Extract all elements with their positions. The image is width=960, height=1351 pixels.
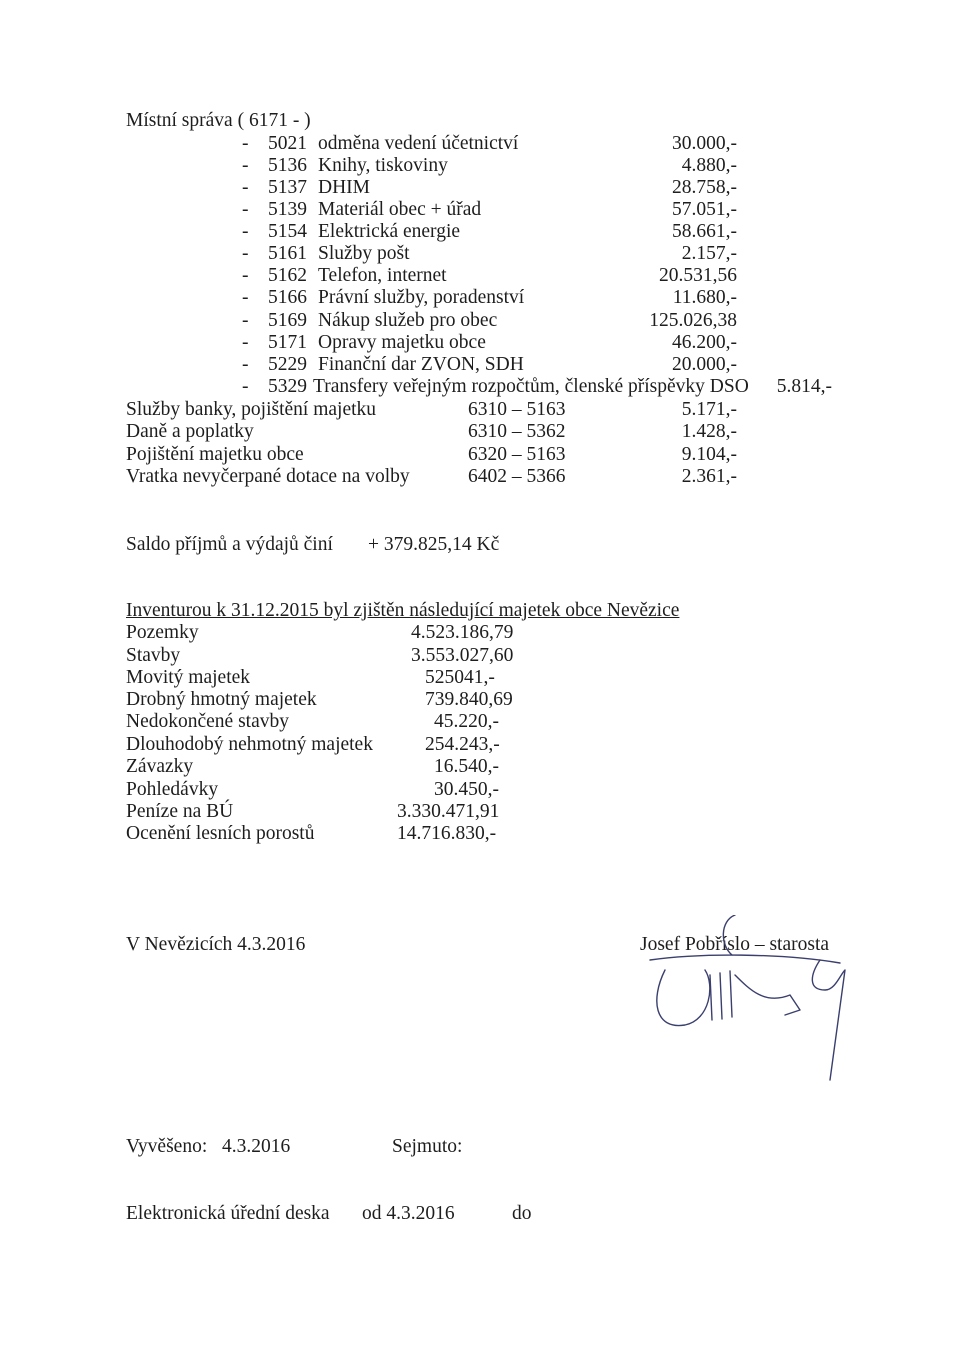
item-code: 5169 (268, 310, 307, 331)
item-name: Elektrická energie (318, 221, 461, 242)
item-dash: - (242, 133, 249, 154)
place-date: V Nevězicích 4.3.2016 (126, 934, 306, 955)
section-title: Místní správa ( 6171 - ) (126, 110, 311, 131)
item-code: 5154 (268, 221, 307, 242)
item-name: Daně a poplatky (126, 421, 254, 442)
inventory-value: 3.553.027,60 (411, 645, 514, 666)
item-name: Nákup služeb pro obec (318, 310, 498, 331)
item-code: 5161 (268, 243, 307, 264)
signature (640, 915, 880, 1085)
item-code: 6320 – 5163 (468, 444, 566, 465)
electronic-board-to: do (512, 1203, 532, 1224)
inventory-value: 525041,- (425, 667, 495, 688)
inventory-name: Ocenění lesních porostů (126, 823, 315, 844)
electronic-board-label: Elektronická úřední deska (126, 1203, 330, 1224)
signature-stroke (812, 960, 845, 1080)
item-code: 6310 – 5362 (468, 421, 566, 442)
item-dash: - (242, 155, 249, 176)
item-amount: 5.171,- (681, 399, 737, 420)
item-code: 5171 (268, 332, 307, 353)
item-code: 6310 – 5163 (468, 399, 566, 420)
inventory-name: Nedokončené stavby (126, 711, 289, 732)
posted-label: Vyvěšeno: (126, 1136, 208, 1157)
item-name: Pojištění majetku obce (126, 444, 304, 465)
item-dash: - (242, 376, 249, 397)
item-name: Opravy majetku obce (318, 332, 486, 353)
item-name: DHIM (318, 177, 370, 198)
item-code: 5162 (268, 265, 307, 286)
item-amount: 20.000,- (672, 354, 737, 375)
item-dash: - (242, 221, 249, 242)
inventory-heading: Inventurou k 31.12.2015 byl zjištěn následující majetek obce Nevězice (126, 600, 680, 621)
inventory-value: 254.243,- (425, 734, 500, 755)
item-amount: 28.758,- (672, 177, 737, 198)
item-name: Transfery veřejným rozpočtům, členské příspěvky DSO (313, 376, 749, 397)
item-amount: 2.361,- (681, 466, 737, 487)
item-code: 5139 (268, 199, 307, 220)
item-code: 5021 (268, 133, 307, 154)
item-name: odměna vedení účetnictví (318, 133, 519, 154)
item-dash: - (242, 332, 249, 353)
signatory: Josef Pobříslo – starosta (640, 934, 830, 955)
removed-label: Sejmuto: (392, 1136, 463, 1157)
item-dash: - (242, 177, 249, 198)
inventory-name: Peníze na BÚ (126, 801, 234, 822)
item-amount: 46.200,- (672, 332, 737, 353)
item-amount: 20.531,56 (659, 265, 737, 286)
signature-stroke (650, 955, 840, 963)
inventory-value: 45.220,- (434, 711, 499, 732)
item-code: 5229 (268, 354, 307, 375)
item-amount: 1.428,- (681, 421, 737, 442)
item-name: Služby pošt (318, 243, 410, 264)
item-code: 5136 (268, 155, 307, 176)
inventory-name: Drobný hmotný majetek (126, 689, 317, 710)
item-amount: 125.026,38 (649, 310, 737, 331)
item-dash: - (242, 265, 249, 286)
item-code: 6402 – 5366 (468, 466, 566, 487)
inventory-value: 14.716.830,- (397, 823, 497, 844)
signature-stroke (735, 975, 800, 1015)
item-amount: 30.000,- (672, 133, 737, 154)
item-amount: 58.661,- (672, 221, 737, 242)
inventory-value: 16.540,- (434, 756, 499, 777)
item-dash: - (242, 310, 249, 331)
inventory-value: 739.840,69 (425, 689, 513, 710)
inventory-name: Pozemky (126, 622, 199, 643)
inventory-name: Stavby (126, 645, 181, 666)
posted-date: 4.3.2016 (222, 1136, 291, 1157)
item-name: Služby banky, pojištění majetku (126, 399, 377, 420)
item-amount: 2.157,- (681, 243, 737, 264)
inventory-name: Závazky (126, 756, 194, 777)
item-name: Materiál obec + úřad (318, 199, 482, 220)
item-code: 5329 (268, 376, 307, 397)
item-amount: 9.104,- (681, 444, 737, 465)
inventory-name: Pohledávky (126, 779, 219, 800)
item-name: Telefon, internet (318, 265, 447, 286)
electronic-board-from: od 4.3.2016 (362, 1203, 455, 1224)
item-dash: - (242, 243, 249, 264)
item-dash: - (242, 354, 249, 375)
item-dash: - (242, 287, 249, 308)
inventory-name: Dlouhodobý nehmotný majetek (126, 734, 373, 755)
inventory-value: 4.523.186,79 (411, 622, 514, 643)
signature-stroke (723, 915, 735, 955)
signature-stroke (657, 970, 710, 1026)
item-amount: 57.051,- (672, 199, 737, 220)
item-amount: 5.814,- (776, 376, 832, 397)
item-amount: 4.880,- (681, 155, 737, 176)
saldo-value: + 379.825,14 Kč (368, 534, 500, 555)
item-name: Knihy, tiskoviny (318, 155, 448, 176)
item-name: Právní služby, poradenství (318, 287, 525, 308)
item-name: Vratka nevyčerpané dotace na volby (126, 466, 410, 487)
inventory-value: 30.450,- (434, 779, 499, 800)
item-name: Finanční dar ZVON, SDH (318, 354, 524, 375)
item-amount: 11.680,- (672, 287, 737, 308)
item-code: 5137 (268, 177, 307, 198)
inventory-value: 3.330.471,91 (397, 801, 500, 822)
signature-stroke (710, 971, 732, 1020)
item-code: 5166 (268, 287, 307, 308)
saldo-label: Saldo příjmů a výdajů činí (126, 534, 333, 555)
item-dash: - (242, 199, 249, 220)
inventory-name: Movitý majetek (126, 667, 251, 688)
